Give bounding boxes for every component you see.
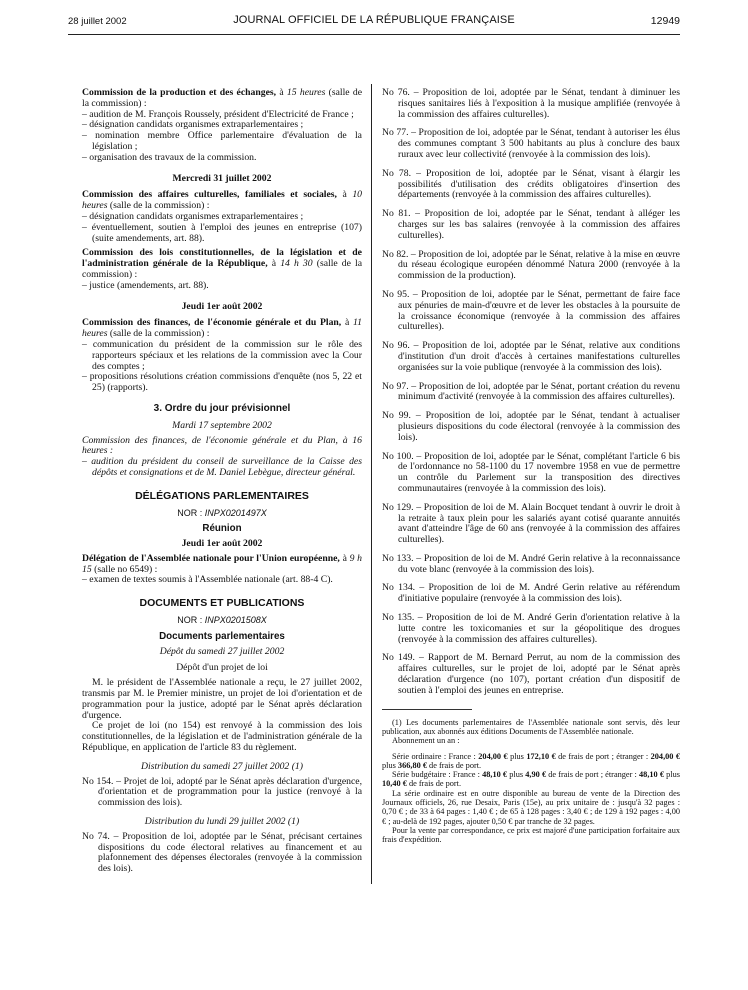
agenda-item: – nomination membre Office parlementaire d'évaluation de la législation ; [82,130,362,152]
date-heading: Distribution du samedi 27 juillet 2002 (1) [141,760,303,772]
meeting-lois: Commission des lois constitutionnelles, de la législation et de l'administration générale de la République, à 14 h 30 (salle de la commission) : [82,247,363,280]
date-heading: Dépôt du samedi 27 juillet 2002 [159,645,285,657]
meeting-culture: Commission des affaires culturelles, familiales et sociales, à 10 heures (salle de la commission) : [82,189,362,212]
footnote-price: Série budgétaire : France : 48,10 € plus 4,90 € de frais de port ; étranger : 48,10 € plus 10,40 € de frais de port. [382,770,681,789]
agenda-item: – audition du président du conseil de surveillance de la Caisse des dépôts et consignations et de M. Daniel Lebègue, directeur général. [82,456,362,478]
meeting-finances: Commission des finances, de l'économie générale et du Plan, à 11 heures (salle de la commission) : [82,317,362,340]
meeting-heading: Commission des finances, de l'économie générale et du Plan, à 16 heures : [82,434,362,457]
agenda-item: – communication du président de la commission sur le rôle des rapporteurs spéciaux et les relations de la commission avec la Cour des comptes ; [82,338,362,372]
document-item: No 76. – Proposition de loi, adoptée par le Sénat, tendant à diminuer les risques sanitaires liés à l'exposition à la musique amplifiée (renvoyée à la commission des affaires culturelles). [382,87,680,120]
subsection-heading: Réunion [202,523,242,535]
section-heading: 3. Ordre du jour prévisionnel [153,402,291,414]
footnote-rule [382,709,472,710]
agenda-item: – organisation des travaux de la commission. [82,151,257,163]
left-column [82,88,362,875]
document-item: No 133. – Proposition de loi de M. André Gerin relative à la reconnaissance du vote blanc (renvoyée à la commission des lois). [382,552,680,575]
footnote: La série ordinaire est en outre disponible au bureau de vente de la Direction des Journaux officiels, 26, rue Desaix, Paris (15e), au prix unitaire de : jusqu'à 32 pages : 0,70 € ; de 33 à 64 pages : 1,40 € ; de 65 à 128 pages : 3,40 € ; de 129 à 192 pages : 4,00 € ; au-delà de 192 pages, ajouter 0,50 € par tranche de 32 pages. [382,788,680,826]
meeting-production: Commission de la production et des échanges, à 15 heures (salle de la commission) : [82,87,362,109]
document-item: No 74. – Proposition de loi, adoptée par le Sénat, précisant certaines dispositions du code électoral relatives au financement et au plafonnement des dépenses électorales (renvoyée à la commission des lois). [82,830,362,875]
footnote: Pour la vente par correspondance, ce prix est majoré d'une participation forfaitaire aux frais d'expédition. [382,825,680,845]
document-item: No 82. – Proposition de loi, adoptée par le Sénat, relative à la mise en œuvre du réseau écologique européen dénommé Natura 2000 (renvoyée à la commission de la production). [382,248,680,282]
document-item: No 97. – Proposition de loi, adoptée par le Sénat, portant création du revenu minimum d'activité (renvoyée à la commission des affaires culturelles). [382,380,680,403]
document-item: No 77. – Proposition de loi, adoptée par le Sénat, tendant à autoriser les élus des communes comptant 3 500 habitants au plus à conclure des baux ruraux avec leur collectivité (renvoyée à la commission des lois). [382,127,680,160]
day-heading: Mardi 17 septembre 2002 [172,419,272,431]
subsection-heading: Documents parlementaires [159,630,285,642]
day-heading: Mercredi 31 juillet 2002 [172,172,272,184]
day-heading: Jeudi 1er août 2002 [181,538,263,550]
agenda-item: – audition de M. François Roussely, président d'Electricité de France ; [82,108,354,120]
agenda-item: – justice (amendements, art. 88). [82,279,209,291]
footnotes [382,718,680,845]
meeting-delegation: Délégation de l'Assemblée nationale pour l'Union européenne, à 9 h 15 (salle no 6549) : [82,552,363,575]
document-item: No 95. – Proposition de loi, adoptée par le Sénat, permettant de faire face aux pénuries de main-d'œuvre et de lever les obstacles à la poursuite de la croissance économique (renvoyée à la commission des affaires culturelles). [382,288,680,333]
section-heading: DOCUMENTS ET PUBLICATIONS [139,597,305,610]
nor-reference: NOR : INPX0201497X [177,507,267,518]
header-date: 28 juillet 2002 [68,16,127,27]
footnote: (1) Les documents parlementaires de l'Assemblée nationale sont servis, dès leur publication, aux abonnés aux éditions Documents de l'Assemblée nationale. [382,717,680,736]
document-item: No 149. – Rapport de M. Bernard Perrut, au nom de la commission des affaires culturelles, sur le projet de loi, adopté par le Sénat après déclaration d'urgence (no 107), portant création d'un dispositif de soutien à l'emploi des jeunes en entreprise. [382,652,680,696]
date-heading: Distribution du lundi 29 juillet 2002 (1) [144,816,300,828]
footnote-price: Série ordinaire : France : 204,00 € plus 172,10 € de frais de port ; étranger : 204,00 € plus 366,80 € de frais de port. [382,751,681,770]
document-item: No 129. – Proposition de loi de M. Alain Bocquet tendant à ouvrir le droit à la retraite à taux plein pour les salariés ayant cotisé quarante annuités avant d'atteindre l'âge de 60 ans (renvoyée à la commission des affaires culturelles). [382,501,680,546]
agenda-item: – désignation candidats organismes extraparlementaires ; [82,210,304,222]
document-item: No 78. – Proposition de loi, adoptée par le Sénat, visant à élargir les possibilités d'utilisation des crédits obligatoires d'insertion des départements (renvoyée à la commission des affaires culturelles). [382,167,680,201]
document-item: No 99. – Proposition de loi, adoptée par le Sénat, tendant à actualiser plusieurs dispositions du code électoral (renvoyée à la commission des lois). [382,410,680,443]
day-heading: Jeudi 1er août 2002 [181,300,263,312]
paragraph: M. le président de l'Assemblée nationale a reçu, le 27 juillet 2002, transmis par M. le Premier ministre, un projet de loi d'orientation et de programmation pour la justice, adopté par le Sénat après déclaration d'urgence. [82,677,362,721]
header-rule [68,34,680,35]
agenda-item: – éventuellement, soutien à l'emploi des jeunes en entreprise (107) (suite amendements, art. 88). [82,221,362,244]
page-header [68,14,680,30]
paragraph: Ce projet de loi (no 154) est renvoyé à la commission des lois constitutionnelles, de la législation et de l'administration générale de la République, en application de l'article 83 du règlement. [82,720,362,754]
document-item: No 154. – Projet de loi, adopté par le Sénat après déclaration d'urgence, d'orientation et de programmation pour la justice (renvoyé à la commission des lois). [82,775,362,809]
right-column [382,88,680,845]
section-heading: DÉLÉGATIONS PARLEMENTAIRES [135,489,309,502]
document-item: No 135. – Proposition de loi de M. André Gerin d'orientation relative à la lutte contre les toxicomanies et sur la géopolitique des drogues (renvoyée à la commission des affaires culturelles). [382,612,680,645]
journal-title: JOURNAL OFFICIEL DE LA RÉPUBLIQUE FRANÇAISE [233,14,515,26]
subheading: Dépôt d'un projet de loi [176,662,268,674]
document-item: No 100. – Proposition de loi, adoptée par le Sénat, complétant l'article 6 bis de l'ordonnance no 58-1100 du 17 novembre 1958 en vue de permettre un contrôle du Parlement sur la transposition des directives communautaires (renvoyée à la commission des lois). [382,450,680,494]
document-item: No 81. – Proposition de loi, adoptée par le Sénat, tendant à alléger les charges sur les bas salaires (renvoyée à la commission des affaires culturelles). [382,208,680,241]
document-item: No 96. – Proposition de loi, adoptée par le Sénat, relative aux conditions d'institution d'un droit d'accès à certaines manifestations culturelles organisées sur la voie publique (renvoyée à la commission des lois). [382,340,680,373]
page-number: 12949 [650,15,680,27]
agenda-item: – désignation candidats organismes extraparlementaires ; [82,119,304,131]
nor-reference: NOR : INPX0201508X [177,615,267,626]
column-divider [371,84,372,884]
agenda-item: – examen de textes soumis à l'Assemblée nationale (art. 88-4 C). [82,574,333,586]
agenda-item: – propositions résolutions création commissions d'enquête (nos 5, 22 et 25) (rapports). [82,371,362,394]
footnote: Abonnement un an : [392,736,460,746]
document-item: No 134. – Proposition de loi de M. André Gerin relative au référendum d'initiative populaire (renvoyée à la commission des lois). [382,582,680,605]
